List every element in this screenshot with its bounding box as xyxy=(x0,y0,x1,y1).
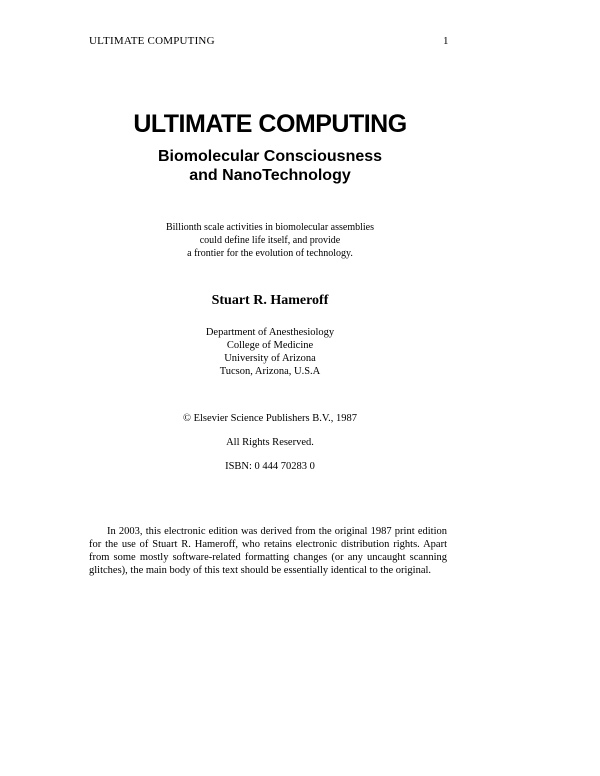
isbn: ISBN: 0 444 70283 0 xyxy=(225,461,315,472)
affiliation-line: Tucson, Arizona, U.S.A xyxy=(219,366,321,377)
electronic-edition-note: In 2003, this electronic edition was derived from the original 1987 print edition for the use of Stuart R. Hameroff, who retains electronic distribution rights. Apart from some mostly software-related formatting changes (or any uncaught scanning glitches), the main body of this text should be essentially identical to the original. xyxy=(89,525,447,576)
rights-notice: All Rights Reserved. xyxy=(226,437,314,448)
affiliation-line: College of Medicine xyxy=(226,340,314,351)
author-affiliation xyxy=(0,326,540,378)
subtitle-line: Biomolecular Consciousness xyxy=(157,148,383,165)
tagline-line: Billionth scale activities in biomolecular assemblies xyxy=(165,222,374,233)
book-subtitle xyxy=(0,147,540,185)
author-name: Stuart R. Hameroff xyxy=(211,293,329,308)
affiliation-line: Department of Anesthesiology xyxy=(205,327,335,338)
subtitle-line: and NanoTechnology xyxy=(189,167,351,184)
tagline-line: a frontier for the evolution of technology. xyxy=(187,248,353,259)
copyright-notice: © Elsevier Science Publishers B.V., 1987 xyxy=(182,413,357,424)
tagline xyxy=(0,221,540,260)
book-title: ULTIMATE COMPUTING xyxy=(133,110,407,138)
page-number: 1 xyxy=(443,35,449,47)
tagline-line: could define life itself, and provide xyxy=(199,235,341,246)
running-header: ULTIMATE COMPUTING xyxy=(89,35,215,47)
affiliation-line: University of Arizona xyxy=(224,353,316,364)
